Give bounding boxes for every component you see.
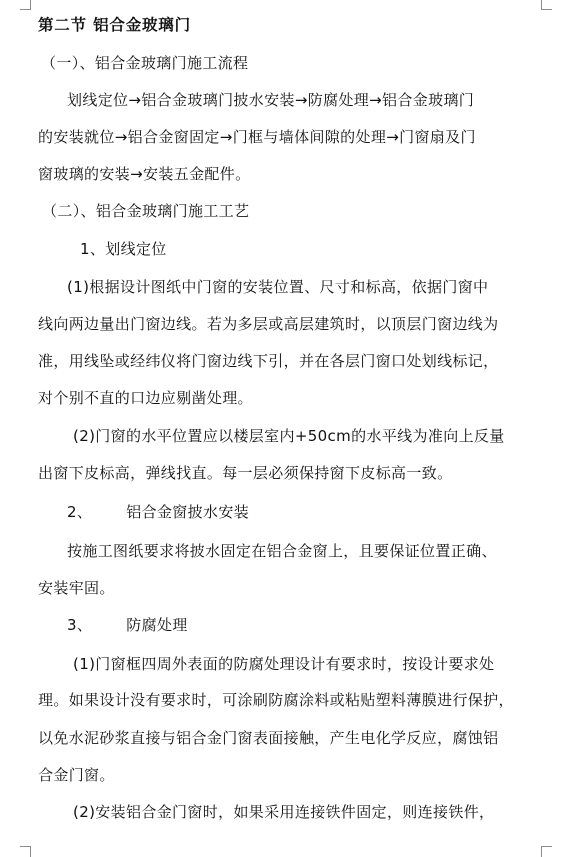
flow-line: 窗玻璃的安装→安装五金配件。 [38, 165, 251, 183]
paragraph-line: (2)门窗的水平位置应以楼层室内+50cm的水平线为准向上反量 [73, 427, 505, 445]
item-number: 3、 [67, 616, 93, 634]
section-title: 第二节 铝合金玻璃门 [38, 16, 191, 34]
crop-mark-bottom-left [20, 846, 31, 857]
paragraph-line: 出窗下皮标高，弹线找直。每一层必须保持窗下皮标高一致。 [38, 464, 453, 482]
paragraph-line: 对个别不直的口边应剔凿处理。 [38, 389, 253, 407]
item-heading-drip-cap [67, 501, 249, 523]
item-title: 防腐处理 [126, 616, 188, 634]
crop-mark-top-right [541, 0, 552, 10]
paragraph-line: 以免水泥砂浆直接与铝合金门窗表面接触，产生电化学反应，腐蚀铝 [38, 729, 499, 747]
item-heading-anticorrosion [67, 614, 188, 636]
heading-construction-flow: （一）、铝合金玻璃门施工流程 [41, 54, 249, 72]
paragraph-line: 准，用线坠或经纬仪将门窗边线下引，并在各层门窗口处划线标记， [38, 352, 499, 370]
paragraph-line: (1)门窗框四周外表面的防腐处理设计有要求时，按设计要求处 [73, 655, 495, 673]
item-number: 2、 [67, 503, 93, 521]
heading-construction-process: （二）、铝合金玻璃门施工工艺 [42, 202, 250, 220]
flow-line: 的安装就位→铝合金窗固定→门框与墙体间隙的处理→门窗扇及门 [38, 128, 476, 146]
item-heading-marking: 1、划线定位 [80, 240, 167, 258]
paragraph-line: (2)安装铝合金门窗时，如果采用连接铁件固定，则连接铁件， [73, 803, 495, 821]
paragraph-line: (1)根据设计图纸中门窗的安装位置、尺寸和标高，依据门窗中 [67, 278, 489, 296]
flow-line: 划线定位→铝合金玻璃门披水安装→防腐处理→铝合金玻璃门 [67, 91, 475, 109]
crop-mark-top-left [20, 0, 31, 10]
paragraph-line: 安装牢固。 [38, 579, 115, 597]
paragraph-line: 线向两边量出门窗边线。若为多层或高层建筑时，以顶层门窗边线为 [38, 315, 499, 333]
paragraph-line: 理。如果设计没有要求时，可涂刷防腐涂料或粘贴塑料薄膜进行保护， [38, 691, 514, 709]
item-title: 铝合金窗披水安装 [126, 503, 250, 521]
paragraph-line: 合金门窗。 [38, 766, 115, 784]
paragraph-line: 按施工图纸要求将披水固定在铝合金窗上，且要保证位置正确、 [67, 542, 497, 560]
crop-mark-bottom-right [541, 846, 552, 857]
